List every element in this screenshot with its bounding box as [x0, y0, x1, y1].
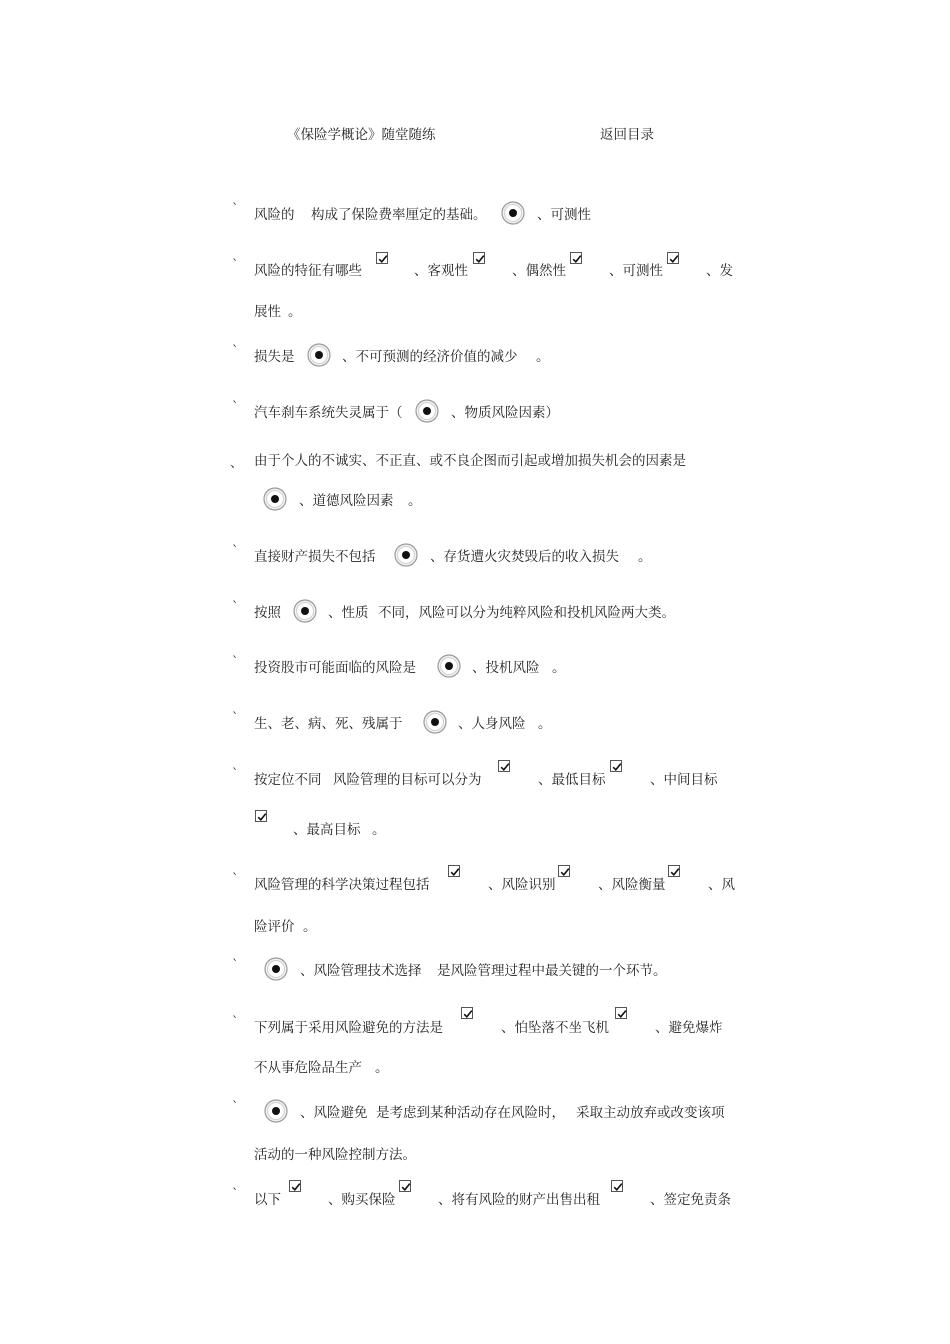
answer-text: 不从事危险品生产	[254, 1060, 362, 1076]
checked-checkbox-icon[interactable]	[399, 1180, 411, 1192]
question-text: 不同，风险可以分为纯粹风险和投机风险两大类。	[378, 605, 675, 621]
answer-text: 、偶然性	[512, 263, 566, 279]
question-text: 直接财产损失不包括	[254, 549, 376, 565]
selected-radio-icon[interactable]	[414, 398, 440, 424]
question-text: 。	[552, 660, 566, 676]
question-text: 下列属于采用风险避免的方法是	[254, 1020, 443, 1036]
list-bullet: `	[232, 958, 239, 973]
question-text: 采取主动放弃或改变该项	[576, 1105, 725, 1121]
list-bullet: `	[232, 655, 239, 670]
answer-text: 、发	[706, 263, 733, 279]
checked-checkbox-icon[interactable]	[289, 1180, 301, 1192]
answer-text: 、物质风险因素）	[451, 405, 559, 421]
checked-checkbox-icon[interactable]	[611, 1180, 623, 1192]
checked-checkbox-icon[interactable]	[255, 810, 267, 822]
answer-text: 、购买保险	[328, 1192, 396, 1208]
list-bullet: `	[232, 400, 239, 415]
list-bullet: `	[232, 600, 239, 615]
selected-radio-icon[interactable]	[263, 956, 289, 982]
checked-checkbox-icon[interactable]	[570, 252, 582, 264]
question-text: 损失是	[254, 349, 295, 365]
answer-text: 、风险避免	[300, 1105, 368, 1121]
answer-text: 、道德风险因素	[299, 493, 394, 509]
question-text: 风险管理的科学决策过程包括	[254, 877, 430, 893]
selected-radio-icon[interactable]	[500, 200, 526, 226]
question-text: 生、老、病、死、残属于	[254, 716, 403, 732]
list-bullet: `	[232, 872, 239, 887]
page-title: 《保险学概论》随堂随练	[287, 127, 436, 143]
list-bullet: `	[232, 1187, 239, 1202]
list-bullet: `	[232, 258, 239, 273]
answer-text: 、中间目标	[650, 772, 718, 788]
selected-radio-icon[interactable]	[436, 653, 462, 679]
answer-text: 、投机风险	[472, 660, 540, 676]
question-text: 。	[372, 822, 386, 838]
answer-text: 、客观性	[414, 263, 468, 279]
answer-text: 展性	[254, 304, 281, 320]
question-text: 按定位不同	[254, 772, 322, 788]
checked-checkbox-icon[interactable]	[498, 760, 510, 772]
question-text: 是考虑到某种活动存在风险时，	[376, 1105, 565, 1121]
checked-checkbox-icon[interactable]	[668, 865, 680, 877]
question-text: 风险管理的目标可以分为	[333, 772, 482, 788]
question-text: 是风险管理过程中最关键的一个环节。	[437, 963, 667, 979]
question-text: 。	[288, 304, 302, 320]
checked-checkbox-icon[interactable]	[610, 760, 622, 772]
list-bullet: `	[232, 711, 239, 726]
question-text: 汽车刹车系统失灵属于（	[254, 405, 403, 421]
question-text: 以下	[254, 1192, 281, 1208]
question-text: 按照	[254, 605, 281, 621]
answer-text: 、将有风险的财产出售出租	[438, 1192, 600, 1208]
answer-text: 、怕坠落不坐飞机	[501, 1020, 609, 1036]
question-text: 活动的一种风险控制方法。	[254, 1147, 416, 1163]
checked-checkbox-icon[interactable]	[461, 1007, 473, 1019]
answer-text: 、存货遭火灾焚毁后的收入损失	[430, 549, 619, 565]
answer-text: 、最高目标	[293, 822, 361, 838]
answer-text: 、风险管理技术选择	[300, 963, 422, 979]
checked-checkbox-icon[interactable]	[376, 252, 388, 264]
checked-checkbox-icon[interactable]	[473, 252, 485, 264]
back-to-contents-link[interactable]: 返回目录	[600, 127, 654, 143]
question-text: 构成了保险费率厘定的基础。	[311, 207, 487, 223]
answer-text: 、签定免责条	[650, 1192, 731, 1208]
selected-radio-icon[interactable]	[262, 486, 288, 512]
answer-text: 、人身风险	[458, 716, 526, 732]
answer-text: 、风险衡量	[598, 877, 666, 893]
selected-radio-icon[interactable]	[422, 709, 448, 735]
question-text: 风险的特征有哪些	[254, 263, 362, 279]
list-bullet: `	[232, 544, 239, 559]
question-text: 。	[538, 716, 552, 732]
question-text: 。	[536, 349, 550, 365]
answer-text: 、可测性	[537, 207, 591, 223]
list-bullet: `	[232, 767, 239, 782]
answer-text: 、风	[708, 877, 735, 893]
answer-text: 、性质	[328, 605, 369, 621]
list-bullet: `	[232, 1015, 239, 1030]
answer-text: 、不可预测的经济价值的减少	[342, 349, 518, 365]
answer-text: 险评价	[254, 919, 295, 935]
question-text: 风险的	[254, 207, 295, 223]
question-text: 。	[303, 919, 317, 935]
list-bullet: `	[232, 344, 239, 359]
checked-checkbox-icon[interactable]	[615, 1007, 627, 1019]
checked-checkbox-icon[interactable]	[448, 865, 460, 877]
selected-radio-icon[interactable]	[306, 342, 332, 368]
list-bullet: 、	[230, 456, 244, 471]
list-bullet: `	[232, 202, 239, 217]
answer-text: 、可测性	[609, 263, 663, 279]
checked-checkbox-icon[interactable]	[667, 252, 679, 264]
question-text: 。	[408, 493, 422, 509]
selected-radio-icon[interactable]	[292, 598, 318, 624]
question-text: 由于个人的不诚实、不正直、或不良企图而引起或增加损失机会的因素是	[254, 453, 686, 469]
question-text: 。	[638, 549, 652, 565]
checked-checkbox-icon[interactable]	[558, 865, 570, 877]
question-text: 。	[375, 1060, 389, 1076]
answer-text: 、最低目标	[538, 772, 606, 788]
question-text: 投资股市可能面临的风险是	[254, 660, 416, 676]
answer-text: 、风险识别	[488, 877, 556, 893]
selected-radio-icon[interactable]	[393, 542, 419, 568]
selected-radio-icon[interactable]	[263, 1098, 289, 1124]
list-bullet: `	[232, 1100, 239, 1115]
answer-text: 、避免爆炸	[655, 1020, 723, 1036]
